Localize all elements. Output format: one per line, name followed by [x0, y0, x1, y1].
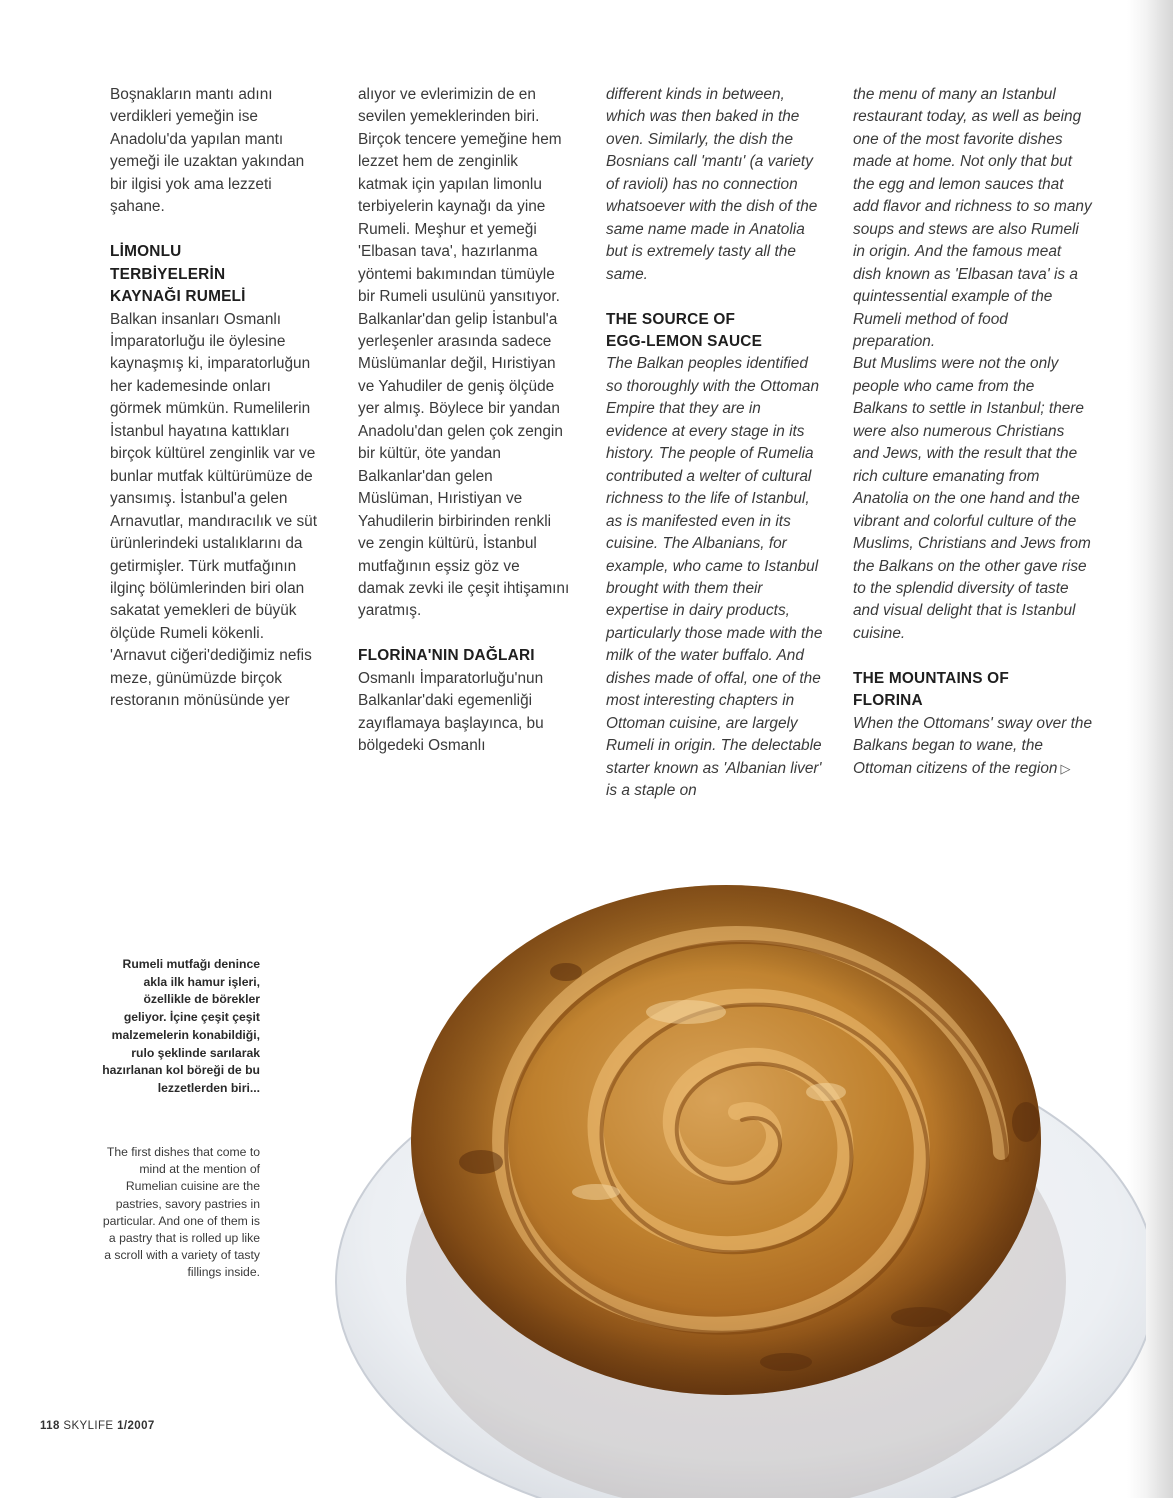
- body-paragraph: The Balkan peoples identified so thoroughly with the Ottoman Empire that they are in evidence at every stage in its history. The people of Rumelia contributed a welter of cultural richness to the life of Istanbul, as is manifested even in its cuisine. The Albanians, for example, who came to Istanbul brought with them their expertise in dairy products, particularly those made with the milk of the water buffalo. And dishes made of offal, one of the most interesting chapters in Ottoman cuisine, are largely Rumeli in origin. The delectable starter known as 'Albanian liver' is a staple on: [606, 355, 823, 800]
- spiral-borek-photo: [266, 862, 1146, 1498]
- section-heading: LİMONLU TERBİYELERİN KAYNAĞI RUMELİ: [110, 243, 246, 306]
- magazine-name: SKYLIFE: [63, 1420, 114, 1432]
- section-heading: FLORİNA'NIN DAĞLARI: [358, 647, 535, 665]
- body-paragraph: Balkanlar'dan gelip İstanbul'a yerleşenler arasında sadece Müslümanlar değil, Hıristiyan ve Yahudiler de geniş ölçüde yer almış. Böylece bir yandan Anadolu'dan gelen çok zengin bir kültür, öte yandan Balkanlar'dan gelen Müslüman, Hıristiyan ve Yahudilerin birbirinden renkli ve zengin kültürü, İstanbul mutfağının eşsiz göz ve damak zevki ile çeşit ihtişamını yaratmış.: [358, 310, 570, 620]
- section-heading: THE SOURCE OF EGG-LEMON SAUCE: [606, 310, 763, 350]
- issue-number: 1/2007: [117, 1420, 155, 1432]
- body-paragraph: Osmanlı İmparatorluğu'nun Balkanlar'daki egemenliği zayıflamaya başlayınca, bu bölgedeki Osmanlı: [358, 669, 544, 755]
- continue-arrow-icon: ▷: [1060, 760, 1071, 776]
- body-paragraph: alıyor ve evlerimizin de en sevilen yemeklerinden biri. Birçok tencere yemeğine hem lezzet hem de zenginlik katmak için yapılan limonlu terbiyelerin kaynağı da yine Rumeli. Meşhur et yemeği 'Elbasan tava', hazırlanma yöntemi bakımından tümüyle bir Rumeli usulünü yansıtıyor.: [358, 86, 562, 306]
- page-number: 118: [40, 1420, 60, 1432]
- page-footer: [40, 1420, 155, 1432]
- article-column-3: [606, 84, 826, 802]
- article-column-1: [110, 84, 322, 713]
- body-paragraph: Boşnakların mantı adını verdikleri yemeğin ise Anadolu'da yapılan mantı yemeği ile uzaktan yakından bir ilgisi yok ama lezzeti şahane.: [110, 86, 305, 216]
- section-heading: THE MOUNTAINS OF FLORINA: [853, 669, 1009, 710]
- photo-caption-turkish: Rumeli mutfağı denince akla ilk hamur işleri, özellikle de börekler geliyor. İçine çeşit çeşit malzemelerin konabildiği, rulo şeklinde sarılarak hazırlanan kol böreği de bu lezzetlerden biri...: [102, 957, 260, 1095]
- body-paragraph: But Muslims were not the only people who came from the Balkans to settle in Istanbul; there were also numerous Christians and Jews, with the result that the rich culture emanating from Anatolia on the one hand and the vibrant and colorful culture of the Muslims, Christians and Jews from the Balkans on the other gave rise to the splendid diversity of taste and visual delight that is Istanbul cuisine.: [853, 355, 1091, 642]
- photo-caption-english: The first dishes that come to mind at the mention of Rumelian cuisine are the pastries, savory pastries in particular. And one of them is a pastry that is rolled up like a scroll with a variety of tasty fillings inside.: [102, 1145, 260, 1280]
- body-paragraph: different kinds in between, which was then baked in the oven. Similarly, the dish the Bosnians call 'mantı' (a variety of ravioli) has no connection whatsoever with the dish of the same name made in Anatolia but is extremely tasty all the same.: [606, 86, 818, 283]
- article-column-2: [358, 84, 570, 758]
- body-paragraph: the menu of many an Istanbul restaurant today, as well as being one of the most favorite dishes made at home. Not only that but the egg and lemon sauces that add flavor and richness to so many soups and stews are also Rumeli in origin. And the famous meat dish known as 'Elbasan tava' is a quintessential example of the Rumeli method of food preparation.: [853, 86, 1092, 350]
- body-paragraph: Balkan insanları Osmanlı İmparatorluğu ile öylesine kaynaşmış ki, imparatorluğun her kademesinde onları görmek mümkün. Rumelilerin İstanbul hayatına kattıkları birçok kültürel zenginlik var ve bunlar mutfak kültürümüze de yansımış. İstanbul'a gelen Arnavutlar, mandıracılık ve süt ürünlerindeki ustalıklarını da getirmişler. Türk mutfağının ilginç bölümlerinden biri olan sakatat yemekleri de büyük ölçüde Rumeli kökenli. 'Arnavut ciğeri'dediğimiz nefis meze, günümüzde birçok restoranın mönüsünde yer: [110, 310, 318, 710]
- article-column-4: [853, 84, 1093, 780]
- body-paragraph: When the Ottomans' sway over the Balkans began to wane, the Ottoman citizens of the region ▷: [853, 714, 1093, 777]
